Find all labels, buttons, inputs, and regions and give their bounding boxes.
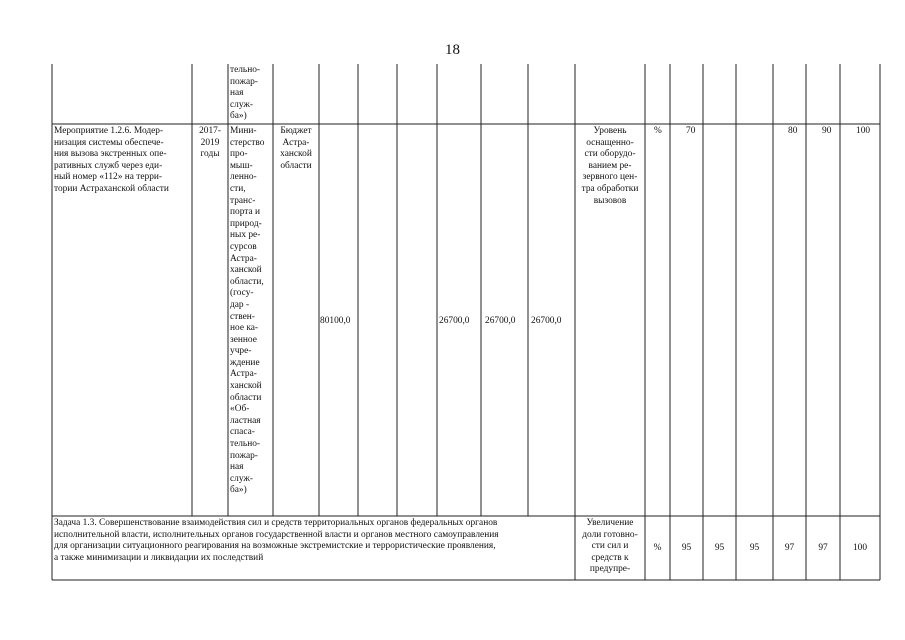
measure-period: 2017- 2019 годы (199, 126, 221, 160)
task-value-6: 100 (852, 543, 868, 553)
executor-continuation-text: тельно- пожар- ная служ- ба») (230, 65, 261, 122)
measure-indicator: Уровень оснащенно- сти оборудо- ванием ре- зервного цен- тра обработки вызовов (581, 126, 639, 206)
measure-total-funding: 80100,0 (320, 316, 351, 326)
task-value-1: 95 (681, 543, 692, 553)
task-unit: % (653, 543, 662, 553)
task-value-4: 97 (784, 543, 795, 553)
task-description: Задача 1.3. Совершенствование взаимодействия сил и средств территориальных органов федеральных органов исполнительной власти, исполнительных органов государственной власти и органов местного самоуправления для организации ситуационного реагирования на возможные экстремистские и террористические проявления, а также минимизации и ликвидации их последствий (54, 518, 499, 563)
page-number: 18 (445, 42, 460, 58)
measure-value-4: 100 (856, 126, 871, 136)
measure-name: Мероприятие 1.2.6. Модер- низация системы обеспече- ния вызова экстренных опе- ративных служб через еди- ный номер «112» на терри- тории Астраханской области (54, 126, 169, 194)
task-indicator: Увеличение доли готовно- сти сил и средств к предупре- (582, 518, 638, 575)
task-value-3: 95 (749, 543, 760, 553)
measure-value-1: 70 (686, 126, 696, 136)
measure-funding-2018: 26700,0 (485, 316, 516, 326)
measure-unit: % (654, 126, 662, 136)
measure-executor: Мини- стерство про- мыш- ленно- сти, транс- порта и природ- ных ре- сурсов Астра- ханской области, (госу- дар - ствен- ное ка- зенное учре- ждение Астра- ханской области «Об- ластная спаса- тельно- пожар- ная служ- ба») (230, 126, 265, 496)
measure-value-2: 80 (788, 126, 798, 136)
measure-funding-2019: 26700,0 (531, 316, 562, 326)
task-value-2: 95 (714, 543, 725, 553)
measure-funding-2017: 26700,0 (439, 316, 470, 326)
task-value-5: 97 (818, 543, 828, 553)
measure-value-3: 90 (822, 126, 832, 136)
measure-funding-source: Бюджет Астра- ханской области (280, 126, 312, 171)
